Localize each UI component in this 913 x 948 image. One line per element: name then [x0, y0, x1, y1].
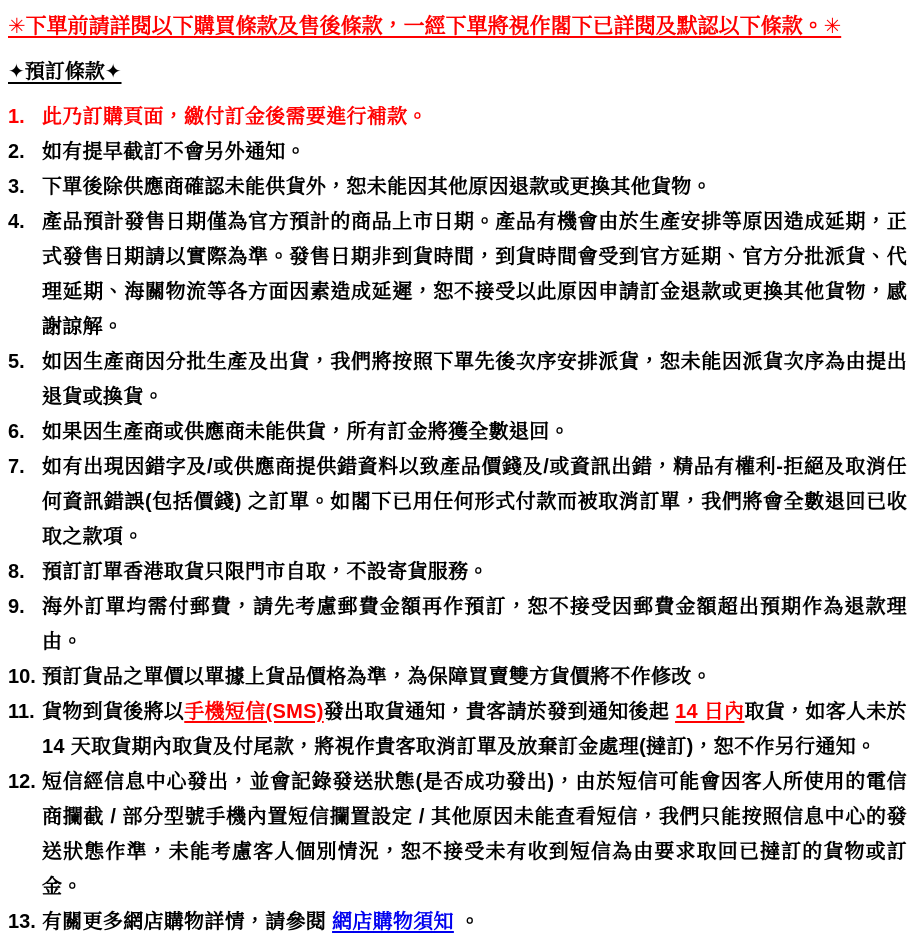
- term-number: 1.: [8, 106, 25, 128]
- shop-guide-link[interactable]: 網店購物須知: [332, 911, 454, 933]
- term-number: 13.: [8, 911, 36, 933]
- term-number: 7.: [8, 456, 25, 478]
- term-number: 6.: [8, 421, 25, 443]
- term-item-2: [8, 135, 907, 170]
- term-item-10: [8, 660, 907, 695]
- term-item-6: [8, 415, 907, 450]
- pre-order-warning-text: ✳下單前請詳閱以下購買條款及售後條款，一經下單將視作閣下已詳閱及默認以下條款。✳: [8, 15, 842, 38]
- term-text: 產品預計發售日期僅為官方預計的商品上市日期。產品有機會由於生產安排等原因造成延期，正式發售日期請以實際為準。發售日期非到貨時間，到貨時間會受到官方延期、官方分批派貨、代理延期、海關物流等各方面因素造成延遲，恕不接受以此原因申請訂金退款或更換其他貨物，感謝諒解。: [42, 211, 907, 338]
- term-item-5: [8, 345, 907, 415]
- term-number: 9.: [8, 596, 25, 618]
- term-number: 3.: [8, 176, 25, 198]
- section-title: ✦預訂條款✦: [8, 61, 122, 83]
- term-item-9: [8, 590, 907, 660]
- term-number: 5.: [8, 351, 25, 373]
- term-text: 如果因生產商或供應商未能供貨，所有訂金將獲全數退回。: [42, 421, 570, 443]
- term-number: 4.: [8, 211, 25, 233]
- terms-list: [8, 100, 907, 940]
- term-text: [42, 905, 907, 940]
- term-text: 海外訂單均需付郵費，請先考慮郵費金額再作預訂，恕不接受因郵費金額超出預期作為退款理由。: [42, 596, 907, 653]
- term-text-segment: 貨物到貨後將以: [42, 701, 185, 723]
- term-text: 短信經信息中心發出，並會記錄發送狀態(是否成功發出)，由於短信可能會因客人所使用的電信商攔截 / 部分型號手機內置短信攔置設定 / 其他原因未能查看短信，我們只能按照信息中心的發送狀態作準，未能考慮客人個別情況，恕不接受未有收到短信為由要求取回已撻訂的貨物或訂金。: [42, 771, 907, 898]
- term-number: 2.: [8, 141, 25, 163]
- term-text-segment: 取貨，如客人未於 14 天取貨期內取貨及付尾款，將視作貴客取消訂單及放棄訂金處理(撻訂)，恕不作另行通知。: [42, 701, 907, 758]
- term-number: 10.: [8, 666, 36, 688]
- term-text: 如因生產商因分批生產及出貨，我們將按照下單先後次序安排派貨，恕未能因派貨次序為由提出退貨或換貨。: [42, 351, 907, 408]
- term-text: [42, 695, 907, 765]
- pickup-deadline-emphasis: 14 日內: [675, 701, 745, 723]
- term-item-8: [8, 555, 907, 590]
- term-text-segment: 有關更多網店購物詳情，請參閱: [42, 911, 333, 933]
- term-text: 此乃訂購頁面，繳付訂金後需要進行補款。: [42, 106, 428, 128]
- term-item-7: [8, 450, 907, 555]
- term-item-1: [8, 100, 907, 135]
- term-item-11: [8, 695, 907, 765]
- term-number: 11.: [8, 701, 35, 723]
- term-item-13: [8, 905, 907, 940]
- term-item-3: [8, 170, 907, 205]
- term-text: 預訂訂單香港取貨只限門市自取，不設寄貨服務。: [42, 561, 489, 583]
- term-text: 下單後除供應商確認未能供貨外，恕未能因其他原因退款或更換其他貨物。: [42, 176, 712, 198]
- pre-order-warning: [8, 12, 907, 42]
- term-number: 12.: [8, 771, 36, 793]
- term-text-segment: 。: [453, 911, 481, 933]
- term-text: 如有出現因錯字及/或供應商提供錯資料以致產品價錢及/或資訊出錯，精品有權利-拒絕及取消任何資訊錯誤(包括價錢) 之訂單。如閣下已用任何形式付款而被取消訂單，我們將會全數退回已收取之款項。: [42, 456, 907, 548]
- sms-notice-emphasis: 手機短信(SMS): [184, 701, 324, 723]
- section-title-wrap: [8, 58, 907, 86]
- term-number: 8.: [8, 561, 25, 583]
- term-text: 預訂貨品之單價以單據上貨品價格為準，為保障買賣雙方貨價將不作修改。: [42, 666, 712, 688]
- term-item-12: [8, 765, 907, 905]
- term-text: 如有提早截訂不會另外通知。: [42, 141, 306, 163]
- term-item-4: [8, 205, 907, 345]
- term-text-segment: 發出取貨通知，貴客請於發到通知後起: [323, 701, 676, 723]
